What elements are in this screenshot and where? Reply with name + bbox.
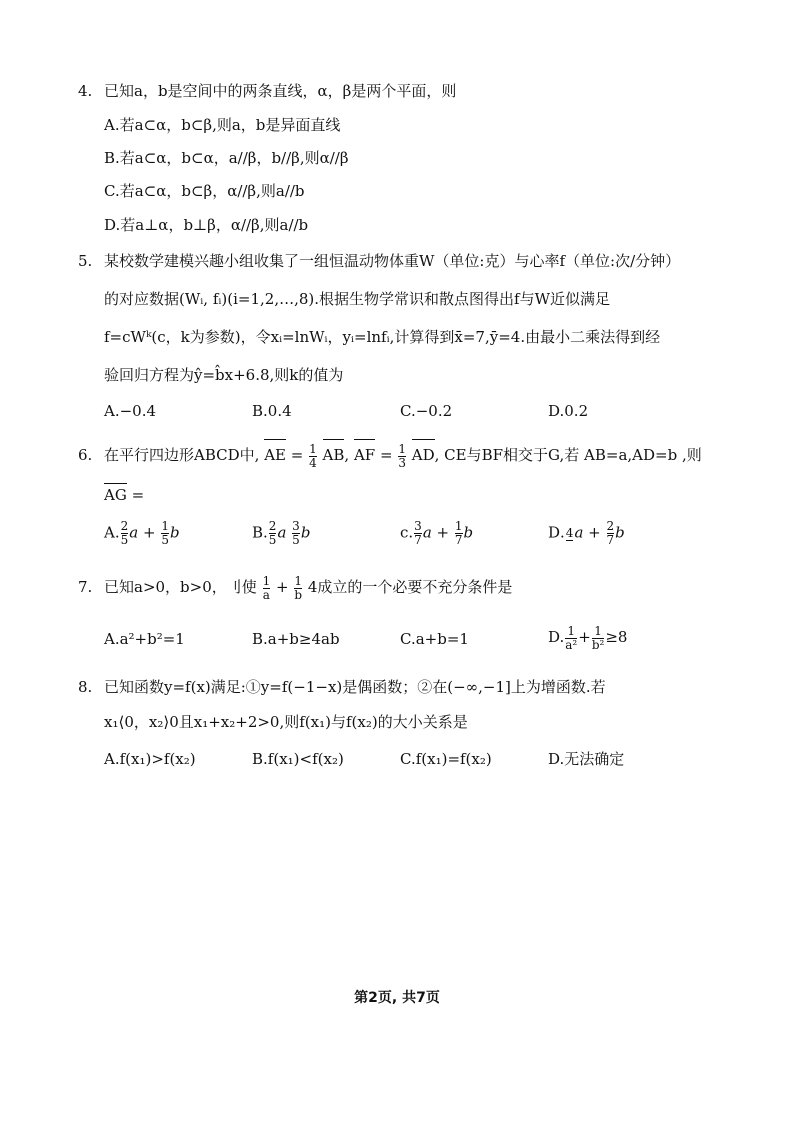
- denominator: 7: [414, 533, 422, 547]
- option-label: D.: [548, 628, 565, 646]
- numerator: 1: [454, 519, 463, 533]
- question-stem: 在平行四边形ABCD中, AE = $\frac{1}{4}$ AB, AF = $\frac{1}{3}$ AD, CE与BF相交于G,若 AB=a,AD=b ,则: [104, 441, 702, 470]
- equals: =: [290, 446, 304, 464]
- question-stem-line-4: 验回归方程为ŷ=b̂x+6.8,则k的值为: [104, 366, 344, 384]
- numerator: 1: [262, 573, 271, 588]
- denominator: 7: [606, 533, 615, 547]
- vector-b: b: [169, 523, 180, 542]
- vector-a: a: [422, 523, 432, 542]
- numerator: 2: [120, 519, 129, 533]
- option-c: C.a+b=1: [400, 630, 469, 648]
- question-stem: [104, 572, 512, 602]
- option-b: B.f(x₁)<f(x₂): [252, 750, 344, 768]
- denominator: b: [294, 587, 303, 602]
- numerator: 1: [309, 441, 317, 456]
- denominator: b²: [591, 637, 605, 652]
- option-c: C.若a⊂α，b⊂β，α//β,则a//b: [104, 182, 305, 200]
- vector-b: b: [615, 523, 625, 542]
- operator: +: [588, 523, 601, 542]
- option-b: B.a+b≥4ab: [252, 630, 340, 648]
- option-a: [104, 520, 180, 547]
- numerator: 1: [594, 623, 602, 638]
- numerator: 4: [565, 525, 574, 540]
- option-d: D.0.2: [548, 402, 589, 420]
- fraction-third: [398, 443, 406, 470]
- denominator: a: [262, 587, 270, 602]
- option-b: B.0.4: [252, 402, 292, 420]
- denominator: 5: [161, 533, 169, 547]
- denominator: 4: [309, 455, 317, 470]
- vector-a: a: [277, 523, 287, 542]
- fraction-quarter: [309, 443, 317, 470]
- option-d: D.无法确定: [548, 750, 625, 768]
- vector-a: a: [129, 523, 139, 542]
- option-label: B.: [252, 523, 268, 542]
- numerator: 1: [294, 573, 302, 588]
- option-b: B.若a⊂α，b⊂α，a//β，b//β,则α//β: [104, 149, 349, 167]
- equals: =: [131, 486, 145, 504]
- option-label: A.: [104, 523, 120, 542]
- option-d: D.若a⊥α，b⊥β，α//β,则a//b: [104, 216, 309, 234]
- operator: +: [275, 578, 289, 596]
- option-d: D. $\frac{1}{\text{a²}}$ + $\frac{1}{\text{b²}}$ ≥8: [548, 623, 628, 652]
- fraction: [161, 520, 169, 547]
- vector-ab: AB: [323, 440, 345, 470]
- denominator: [566, 540, 574, 541]
- option-label: ⅽ.: [400, 523, 414, 542]
- numerator: 1: [161, 519, 169, 533]
- numerator: 2: [268, 519, 277, 533]
- stem-end: ,则: [681, 446, 702, 464]
- question-stem-line-3: f=cWᵏ(c，k为参数)，令xᵢ=lnWᵢ，yᵢ=lnfᵢ,计算得到x̄=7,ȳ=4.由最小二乘法得到经: [104, 328, 661, 346]
- fraction: [414, 520, 422, 547]
- vector-ae: AE: [264, 440, 286, 470]
- fraction: [455, 520, 463, 547]
- vector-ad: AD: [412, 440, 435, 470]
- vector-assignment: AB=a,AD=b: [584, 446, 678, 464]
- fraction: [294, 575, 302, 602]
- page-footer: 第2页, 共7页: [354, 990, 440, 1006]
- option-a: A.若a⊂α，b⊂β,则a，b是异面直线: [104, 116, 341, 134]
- denominator: 5: [292, 533, 300, 547]
- option-c: [400, 520, 473, 547]
- denominator: 3: [398, 455, 406, 470]
- fraction: [565, 625, 577, 652]
- option-b: [252, 520, 310, 547]
- numerator: 1: [567, 623, 576, 638]
- vector-b: b: [463, 523, 474, 542]
- stem-part-b: 4成立的一个必要不充分条件是: [307, 578, 513, 596]
- denominator: 5: [120, 533, 129, 547]
- stem-prefix: 在平行四边形ABCD中,: [104, 446, 260, 464]
- question-stem: 已知a，b是空间中的两条直线，α，β是两个平面，则: [104, 82, 457, 100]
- option-label: Ⅾ.: [548, 523, 565, 542]
- option-tail: ≥8: [605, 628, 628, 646]
- question-stem-line-1: 某校数学建模兴趣小组收集了一组恒温动物体重W（单位:克）与心率f（单位:次/分钟）: [104, 252, 681, 270]
- denominator: 7: [454, 533, 463, 547]
- denominator: a²: [565, 637, 578, 652]
- numerator: 3: [292, 519, 300, 533]
- operator: +: [436, 523, 450, 542]
- option-a: A.f(x₁)>f(x₂): [104, 750, 196, 768]
- operator: +: [142, 523, 156, 542]
- question-number: 6.: [78, 446, 93, 464]
- ag-line: [104, 484, 144, 506]
- question-number: 5.: [78, 252, 93, 270]
- question-number: 4.: [78, 82, 93, 100]
- question-number: 7.: [78, 578, 93, 596]
- option-c: C.f(x₁)=f(x₂): [400, 750, 492, 768]
- fraction: [566, 527, 574, 541]
- fraction: [121, 520, 129, 547]
- fraction: [263, 575, 271, 602]
- option-a: A.a²+b²=1: [104, 630, 185, 648]
- fraction: [292, 520, 300, 547]
- vector-a: a: [574, 523, 584, 542]
- numerator: 1: [398, 441, 406, 456]
- numerator: 2: [606, 519, 615, 533]
- stem-part-a: 已知a>0，b>0，刂使: [104, 578, 257, 596]
- denominator: 5: [268, 533, 277, 547]
- fraction: [607, 520, 615, 547]
- vector-af: AF: [354, 440, 375, 470]
- option-c: C.−0.2: [400, 402, 453, 420]
- vector-ag: AG: [104, 486, 127, 504]
- numerator: 3: [414, 519, 422, 533]
- question-stem-line-1: 已知函数y=f(x)满足:①y=f(−1−x)是偶函数；②在(−∞,−1]上为增函数.若: [104, 678, 606, 696]
- stem-mid: CE与BF相交于G,若: [444, 446, 580, 464]
- question-stem-line-2: x₁⟨0，x₂⟩0且x₁+x₂+2>0,则f(x₁)与f(x₂)的大小关系是: [104, 713, 468, 731]
- fraction: [269, 520, 277, 547]
- option-d: [548, 520, 625, 547]
- fraction: [592, 625, 605, 652]
- option-a: A.−0.4: [104, 402, 157, 420]
- equals: =: [379, 446, 393, 464]
- question-number: 8.: [78, 678, 93, 696]
- vector-b: b: [300, 523, 311, 542]
- question-stem-line-2: 的对应数据(Wᵢ, fᵢ)(i=1,2,…,8).根据生物学常识和散点图得出f与W近似满足: [104, 290, 610, 308]
